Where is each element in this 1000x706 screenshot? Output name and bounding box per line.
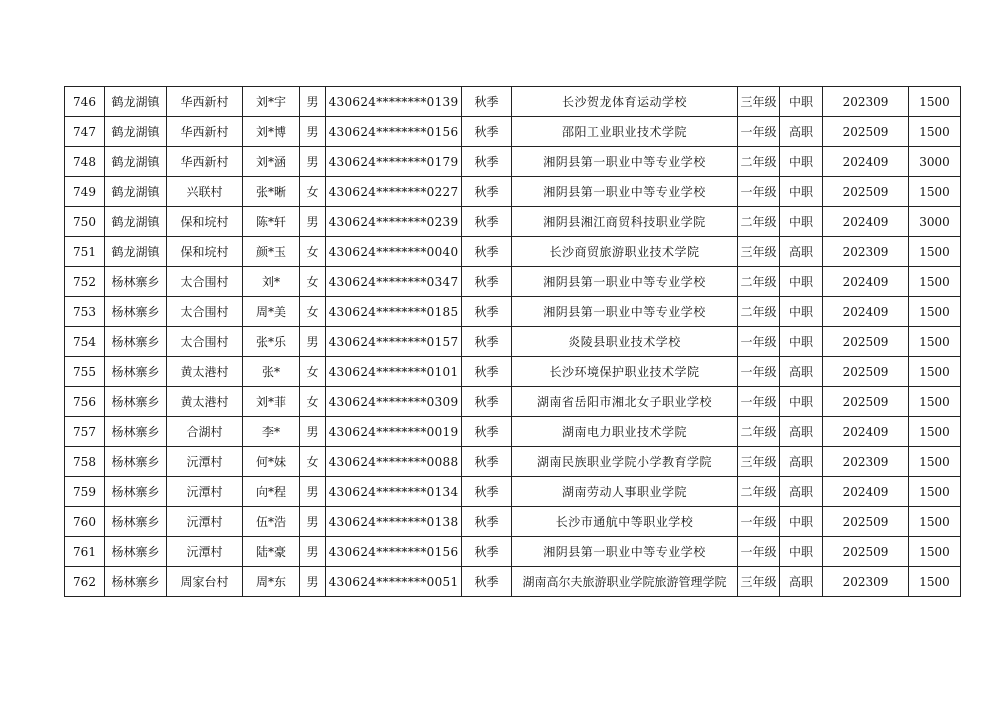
cell-village: 华西新村 — [167, 87, 243, 117]
cell-student-name: 刘*宇 — [243, 87, 300, 117]
cell-amount: 3000 — [909, 207, 961, 237]
cell-student-name: 陈*轩 — [243, 207, 300, 237]
cell-township: 杨林寨乡 — [105, 297, 167, 327]
cell-school-type: 中职 — [780, 147, 823, 177]
cell-village: 太合围村 — [167, 327, 243, 357]
cell-amount: 1500 — [909, 567, 961, 597]
cell-school: 湖南劳动人事职业学院 — [512, 477, 738, 507]
cell-enrollment-date: 202509 — [823, 117, 909, 147]
cell-id-number: 430624********0227 — [326, 177, 462, 207]
cell-amount: 1500 — [909, 177, 961, 207]
cell-enrollment-date: 202409 — [823, 207, 909, 237]
cell-student-name: 颜*玉 — [243, 237, 300, 267]
cell-semester: 秋季 — [462, 567, 512, 597]
cell-amount: 1500 — [909, 237, 961, 267]
cell-serial-number: 753 — [65, 297, 105, 327]
cell-grade: 三年级 — [738, 567, 780, 597]
cell-serial-number: 749 — [65, 177, 105, 207]
cell-grade: 三年级 — [738, 237, 780, 267]
cell-enrollment-date: 202509 — [823, 327, 909, 357]
cell-amount: 1500 — [909, 447, 961, 477]
cell-township: 杨林寨乡 — [105, 327, 167, 357]
cell-school-type: 中职 — [780, 177, 823, 207]
table-row — [65, 417, 961, 447]
cell-amount: 1500 — [909, 327, 961, 357]
cell-township: 杨林寨乡 — [105, 357, 167, 387]
cell-id-number: 430624********0157 — [326, 327, 462, 357]
cell-township: 杨林寨乡 — [105, 537, 167, 567]
cell-student-name: 向*程 — [243, 477, 300, 507]
cell-amount: 1500 — [909, 417, 961, 447]
cell-id-number: 430624********0239 — [326, 207, 462, 237]
cell-id-number: 430624********0139 — [326, 87, 462, 117]
cell-amount: 1500 — [909, 87, 961, 117]
cell-semester: 秋季 — [462, 297, 512, 327]
table-row — [65, 567, 961, 597]
cell-amount: 3000 — [909, 147, 961, 177]
cell-school-type: 中职 — [780, 267, 823, 297]
cell-grade: 二年级 — [738, 297, 780, 327]
cell-id-number: 430624********0179 — [326, 147, 462, 177]
cell-village: 周家台村 — [167, 567, 243, 597]
table-row — [65, 297, 961, 327]
cell-serial-number: 747 — [65, 117, 105, 147]
cell-gender: 女 — [300, 387, 326, 417]
cell-student-name: 刘*涵 — [243, 147, 300, 177]
cell-id-number: 430624********0040 — [326, 237, 462, 267]
cell-gender: 女 — [300, 447, 326, 477]
cell-township: 杨林寨乡 — [105, 567, 167, 597]
cell-village: 华西新村 — [167, 147, 243, 177]
cell-school-type: 高职 — [780, 237, 823, 267]
cell-semester: 秋季 — [462, 87, 512, 117]
table-row — [65, 537, 961, 567]
cell-village: 太合围村 — [167, 267, 243, 297]
cell-school: 长沙环境保护职业技术学院 — [512, 357, 738, 387]
cell-amount: 1500 — [909, 117, 961, 147]
table-row — [65, 177, 961, 207]
cell-village: 保和垸村 — [167, 237, 243, 267]
cell-township: 杨林寨乡 — [105, 447, 167, 477]
cell-enrollment-date: 202409 — [823, 297, 909, 327]
cell-amount: 1500 — [909, 477, 961, 507]
cell-student-name: 张* — [243, 357, 300, 387]
table-row — [65, 387, 961, 417]
cell-school-type: 中职 — [780, 87, 823, 117]
cell-enrollment-date: 202409 — [823, 417, 909, 447]
cell-enrollment-date: 202509 — [823, 177, 909, 207]
cell-gender: 男 — [300, 147, 326, 177]
cell-serial-number: 746 — [65, 87, 105, 117]
cell-enrollment-date: 202309 — [823, 447, 909, 477]
cell-semester: 秋季 — [462, 207, 512, 237]
cell-school: 湖南电力职业技术学院 — [512, 417, 738, 447]
table-row — [65, 507, 961, 537]
cell-student-name: 刘* — [243, 267, 300, 297]
cell-village: 沅潭村 — [167, 447, 243, 477]
cell-amount: 1500 — [909, 507, 961, 537]
cell-serial-number: 761 — [65, 537, 105, 567]
cell-amount: 1500 — [909, 387, 961, 417]
cell-id-number: 430624********0019 — [326, 417, 462, 447]
cell-village: 沅潭村 — [167, 507, 243, 537]
cell-school: 长沙贺龙体育运动学校 — [512, 87, 738, 117]
cell-gender: 女 — [300, 177, 326, 207]
cell-village: 华西新村 — [167, 117, 243, 147]
cell-enrollment-date: 202509 — [823, 507, 909, 537]
cell-grade: 二年级 — [738, 207, 780, 237]
cell-grade: 一年级 — [738, 507, 780, 537]
cell-gender: 女 — [300, 357, 326, 387]
cell-student-name: 刘*菲 — [243, 387, 300, 417]
cell-enrollment-date: 202309 — [823, 567, 909, 597]
cell-school: 湖南高尔夫旅游职业学院旅游管理学院 — [512, 567, 738, 597]
cell-gender: 男 — [300, 507, 326, 537]
cell-village: 黄太港村 — [167, 387, 243, 417]
cell-semester: 秋季 — [462, 147, 512, 177]
cell-student-name: 李* — [243, 417, 300, 447]
cell-gender: 女 — [300, 267, 326, 297]
cell-student-name: 陆*豪 — [243, 537, 300, 567]
cell-id-number: 430624********0051 — [326, 567, 462, 597]
cell-gender: 男 — [300, 207, 326, 237]
cell-id-number: 430624********0134 — [326, 477, 462, 507]
cell-serial-number: 748 — [65, 147, 105, 177]
cell-id-number: 430624********0101 — [326, 357, 462, 387]
cell-village: 太合围村 — [167, 297, 243, 327]
cell-gender: 男 — [300, 417, 326, 447]
cell-village: 沅潭村 — [167, 477, 243, 507]
cell-grade: 一年级 — [738, 117, 780, 147]
cell-student-name: 张*乐 — [243, 327, 300, 357]
cell-township: 鹤龙湖镇 — [105, 147, 167, 177]
cell-gender: 男 — [300, 537, 326, 567]
cell-id-number: 430624********0347 — [326, 267, 462, 297]
cell-school: 湘阴县第一职业中等专业学校 — [512, 147, 738, 177]
cell-school-type: 中职 — [780, 507, 823, 537]
table-row — [65, 87, 961, 117]
cell-semester: 秋季 — [462, 447, 512, 477]
cell-serial-number: 762 — [65, 567, 105, 597]
cell-township: 杨林寨乡 — [105, 507, 167, 537]
subsidy-table — [64, 86, 961, 597]
cell-school: 长沙商贸旅游职业技术学院 — [512, 237, 738, 267]
cell-gender: 女 — [300, 237, 326, 267]
cell-school: 炎陵县职业技术学校 — [512, 327, 738, 357]
cell-serial-number: 760 — [65, 507, 105, 537]
cell-school-type: 高职 — [780, 447, 823, 477]
cell-semester: 秋季 — [462, 417, 512, 447]
table-row — [65, 117, 961, 147]
cell-gender: 男 — [300, 477, 326, 507]
cell-gender: 女 — [300, 297, 326, 327]
cell-grade: 一年级 — [738, 327, 780, 357]
cell-id-number: 430624********0185 — [326, 297, 462, 327]
cell-enrollment-date: 202409 — [823, 267, 909, 297]
cell-grade: 二年级 — [738, 267, 780, 297]
cell-school: 湘阴县第一职业中等专业学校 — [512, 297, 738, 327]
cell-enrollment-date: 202309 — [823, 87, 909, 117]
cell-id-number: 430624********0156 — [326, 537, 462, 567]
cell-grade: 一年级 — [738, 387, 780, 417]
cell-serial-number: 752 — [65, 267, 105, 297]
table-body — [65, 87, 961, 597]
cell-grade: 一年级 — [738, 537, 780, 567]
cell-school: 湘阴县第一职业中等专业学校 — [512, 267, 738, 297]
cell-semester: 秋季 — [462, 177, 512, 207]
cell-school-type: 高职 — [780, 567, 823, 597]
cell-serial-number: 756 — [65, 387, 105, 417]
cell-township: 杨林寨乡 — [105, 387, 167, 417]
cell-township: 杨林寨乡 — [105, 477, 167, 507]
table-row — [65, 357, 961, 387]
cell-grade: 一年级 — [738, 177, 780, 207]
table-row — [65, 237, 961, 267]
table-row — [65, 207, 961, 237]
cell-student-name: 何*妹 — [243, 447, 300, 477]
cell-amount: 1500 — [909, 267, 961, 297]
cell-school-type: 高职 — [780, 117, 823, 147]
cell-school: 湖南民族职业学院小学教育学院 — [512, 447, 738, 477]
cell-enrollment-date: 202509 — [823, 387, 909, 417]
cell-semester: 秋季 — [462, 237, 512, 267]
cell-school-type: 中职 — [780, 537, 823, 567]
cell-id-number: 430624********0156 — [326, 117, 462, 147]
cell-gender: 男 — [300, 87, 326, 117]
cell-serial-number: 757 — [65, 417, 105, 447]
cell-village: 沅潭村 — [167, 537, 243, 567]
cell-grade: 二年级 — [738, 477, 780, 507]
cell-student-name: 伍*浩 — [243, 507, 300, 537]
cell-township: 鹤龙湖镇 — [105, 237, 167, 267]
cell-school-type: 高职 — [780, 357, 823, 387]
cell-serial-number: 750 — [65, 207, 105, 237]
cell-village: 保和垸村 — [167, 207, 243, 237]
cell-semester: 秋季 — [462, 357, 512, 387]
cell-school: 长沙市通航中等职业学校 — [512, 507, 738, 537]
cell-semester: 秋季 — [462, 477, 512, 507]
cell-serial-number: 751 — [65, 237, 105, 267]
cell-serial-number: 759 — [65, 477, 105, 507]
cell-township: 杨林寨乡 — [105, 267, 167, 297]
table-row — [65, 447, 961, 477]
cell-township: 鹤龙湖镇 — [105, 117, 167, 147]
cell-semester: 秋季 — [462, 387, 512, 417]
cell-school: 湘阴县第一职业中等专业学校 — [512, 177, 738, 207]
cell-gender: 男 — [300, 327, 326, 357]
table-row — [65, 477, 961, 507]
cell-semester: 秋季 — [462, 507, 512, 537]
cell-semester: 秋季 — [462, 537, 512, 567]
table-row — [65, 267, 961, 297]
cell-school: 湘阴县第一职业中等专业学校 — [512, 537, 738, 567]
cell-school-type: 中职 — [780, 207, 823, 237]
cell-grade: 二年级 — [738, 417, 780, 447]
cell-serial-number: 758 — [65, 447, 105, 477]
cell-serial-number: 754 — [65, 327, 105, 357]
cell-grade: 一年级 — [738, 357, 780, 387]
cell-serial-number: 755 — [65, 357, 105, 387]
cell-enrollment-date: 202409 — [823, 147, 909, 177]
cell-gender: 男 — [300, 567, 326, 597]
cell-student-name: 周*美 — [243, 297, 300, 327]
cell-amount: 1500 — [909, 537, 961, 567]
cell-enrollment-date: 202309 — [823, 237, 909, 267]
cell-school-type: 中职 — [780, 387, 823, 417]
cell-township: 杨林寨乡 — [105, 417, 167, 447]
cell-school: 邵阳工业职业技术学院 — [512, 117, 738, 147]
cell-student-name: 刘*博 — [243, 117, 300, 147]
cell-enrollment-date: 202509 — [823, 537, 909, 567]
table-row — [65, 147, 961, 177]
cell-gender: 男 — [300, 117, 326, 147]
cell-grade: 二年级 — [738, 147, 780, 177]
cell-student-name: 张*晰 — [243, 177, 300, 207]
cell-enrollment-date: 202409 — [823, 477, 909, 507]
cell-school-type: 高职 — [780, 477, 823, 507]
cell-id-number: 430624********0088 — [326, 447, 462, 477]
cell-enrollment-date: 202509 — [823, 357, 909, 387]
cell-semester: 秋季 — [462, 267, 512, 297]
cell-school-type: 中职 — [780, 297, 823, 327]
cell-village: 兴联村 — [167, 177, 243, 207]
cell-student-name: 周*东 — [243, 567, 300, 597]
cell-semester: 秋季 — [462, 327, 512, 357]
cell-grade: 三年级 — [738, 87, 780, 117]
table-row — [65, 327, 961, 357]
cell-school: 湘阴县湘江商贸科技职业学院 — [512, 207, 738, 237]
cell-grade: 三年级 — [738, 447, 780, 477]
cell-id-number: 430624********0138 — [326, 507, 462, 537]
cell-township: 鹤龙湖镇 — [105, 207, 167, 237]
cell-id-number: 430624********0309 — [326, 387, 462, 417]
cell-semester: 秋季 — [462, 117, 512, 147]
cell-village: 合湖村 — [167, 417, 243, 447]
cell-amount: 1500 — [909, 297, 961, 327]
cell-school-type: 高职 — [780, 417, 823, 447]
cell-township: 鹤龙湖镇 — [105, 177, 167, 207]
cell-school: 湖南省岳阳市湘北女子职业学校 — [512, 387, 738, 417]
cell-township: 鹤龙湖镇 — [105, 87, 167, 117]
cell-school-type: 中职 — [780, 327, 823, 357]
cell-village: 黄太港村 — [167, 357, 243, 387]
cell-amount: 1500 — [909, 357, 961, 387]
